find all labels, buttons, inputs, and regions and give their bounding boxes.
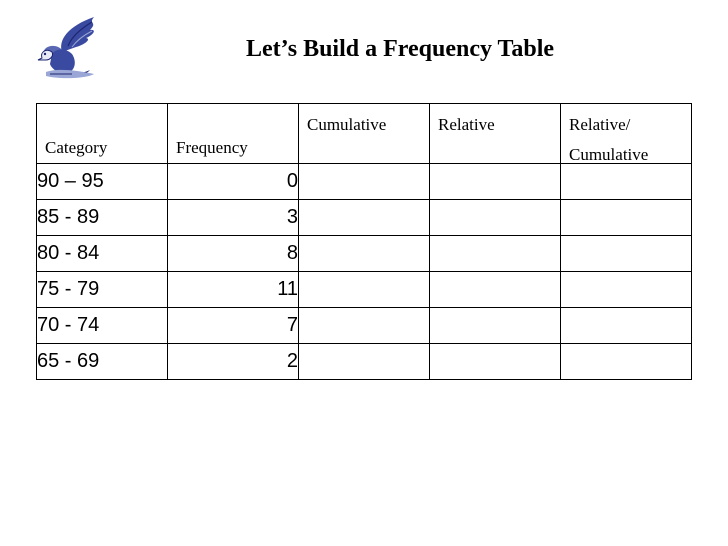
eagle-icon bbox=[32, 14, 108, 88]
frequency-cell: 0 bbox=[168, 164, 299, 200]
cumulative-cell bbox=[299, 164, 430, 200]
header-frequency-label: Frequency bbox=[176, 138, 248, 157]
header-category-label: Category bbox=[45, 138, 108, 157]
category-cell: 65 - 69 bbox=[37, 344, 168, 380]
header-relative-cumulative bbox=[561, 104, 692, 164]
header-cumulative-label: Cumulative bbox=[307, 115, 387, 134]
relative-cell bbox=[430, 200, 561, 236]
category-cell: 85 - 89 bbox=[37, 200, 168, 236]
table-row bbox=[37, 236, 692, 272]
relative-cumulative-cell bbox=[561, 164, 692, 200]
frequency-cell: 7 bbox=[168, 308, 299, 344]
cumulative-cell bbox=[299, 308, 430, 344]
cumulative-cell bbox=[299, 272, 430, 308]
relative-cumulative-cell bbox=[561, 236, 692, 272]
header-relative-cumulative-label bbox=[569, 110, 648, 164]
table-row bbox=[37, 308, 692, 344]
table-row bbox=[37, 344, 692, 380]
frequency-cell: 3 bbox=[168, 200, 299, 236]
category-cell: 75 - 79 bbox=[37, 272, 168, 308]
relative-cell bbox=[430, 308, 561, 344]
header-relative-cumulative-line1: Relative/ bbox=[569, 115, 631, 134]
table-row bbox=[37, 200, 692, 236]
header-relative bbox=[430, 104, 561, 164]
relative-cumulative-cell bbox=[561, 272, 692, 308]
relative-cell bbox=[430, 164, 561, 200]
header-cumulative bbox=[299, 104, 430, 164]
frequency-cell: 2 bbox=[168, 344, 299, 380]
cumulative-cell bbox=[299, 236, 430, 272]
cumulative-cell bbox=[299, 200, 430, 236]
relative-cell bbox=[430, 272, 561, 308]
header-relative-label: Relative bbox=[438, 115, 495, 134]
relative-cumulative-cell bbox=[561, 344, 692, 380]
frequency-cell: 8 bbox=[168, 236, 299, 272]
category-cell: 70 - 74 bbox=[37, 308, 168, 344]
frequency-cell: 11 bbox=[168, 272, 299, 308]
relative-cumulative-cell bbox=[561, 200, 692, 236]
category-cell: 80 - 84 bbox=[37, 236, 168, 272]
relative-cell bbox=[430, 344, 561, 380]
header-relative-cumulative-line2: Cumulative bbox=[569, 145, 649, 164]
table-row bbox=[37, 272, 692, 308]
cumulative-cell bbox=[299, 344, 430, 380]
relative-cell bbox=[430, 236, 561, 272]
frequency-table bbox=[36, 103, 692, 380]
page-title: Let’s Build a Frequency Table bbox=[245, 36, 555, 62]
category-cell: 90 – 95 bbox=[37, 164, 168, 200]
table-header-row bbox=[37, 104, 692, 164]
header-frequency bbox=[168, 104, 299, 164]
relative-cumulative-cell bbox=[561, 308, 692, 344]
header-category bbox=[37, 104, 168, 164]
table-row bbox=[37, 164, 692, 200]
